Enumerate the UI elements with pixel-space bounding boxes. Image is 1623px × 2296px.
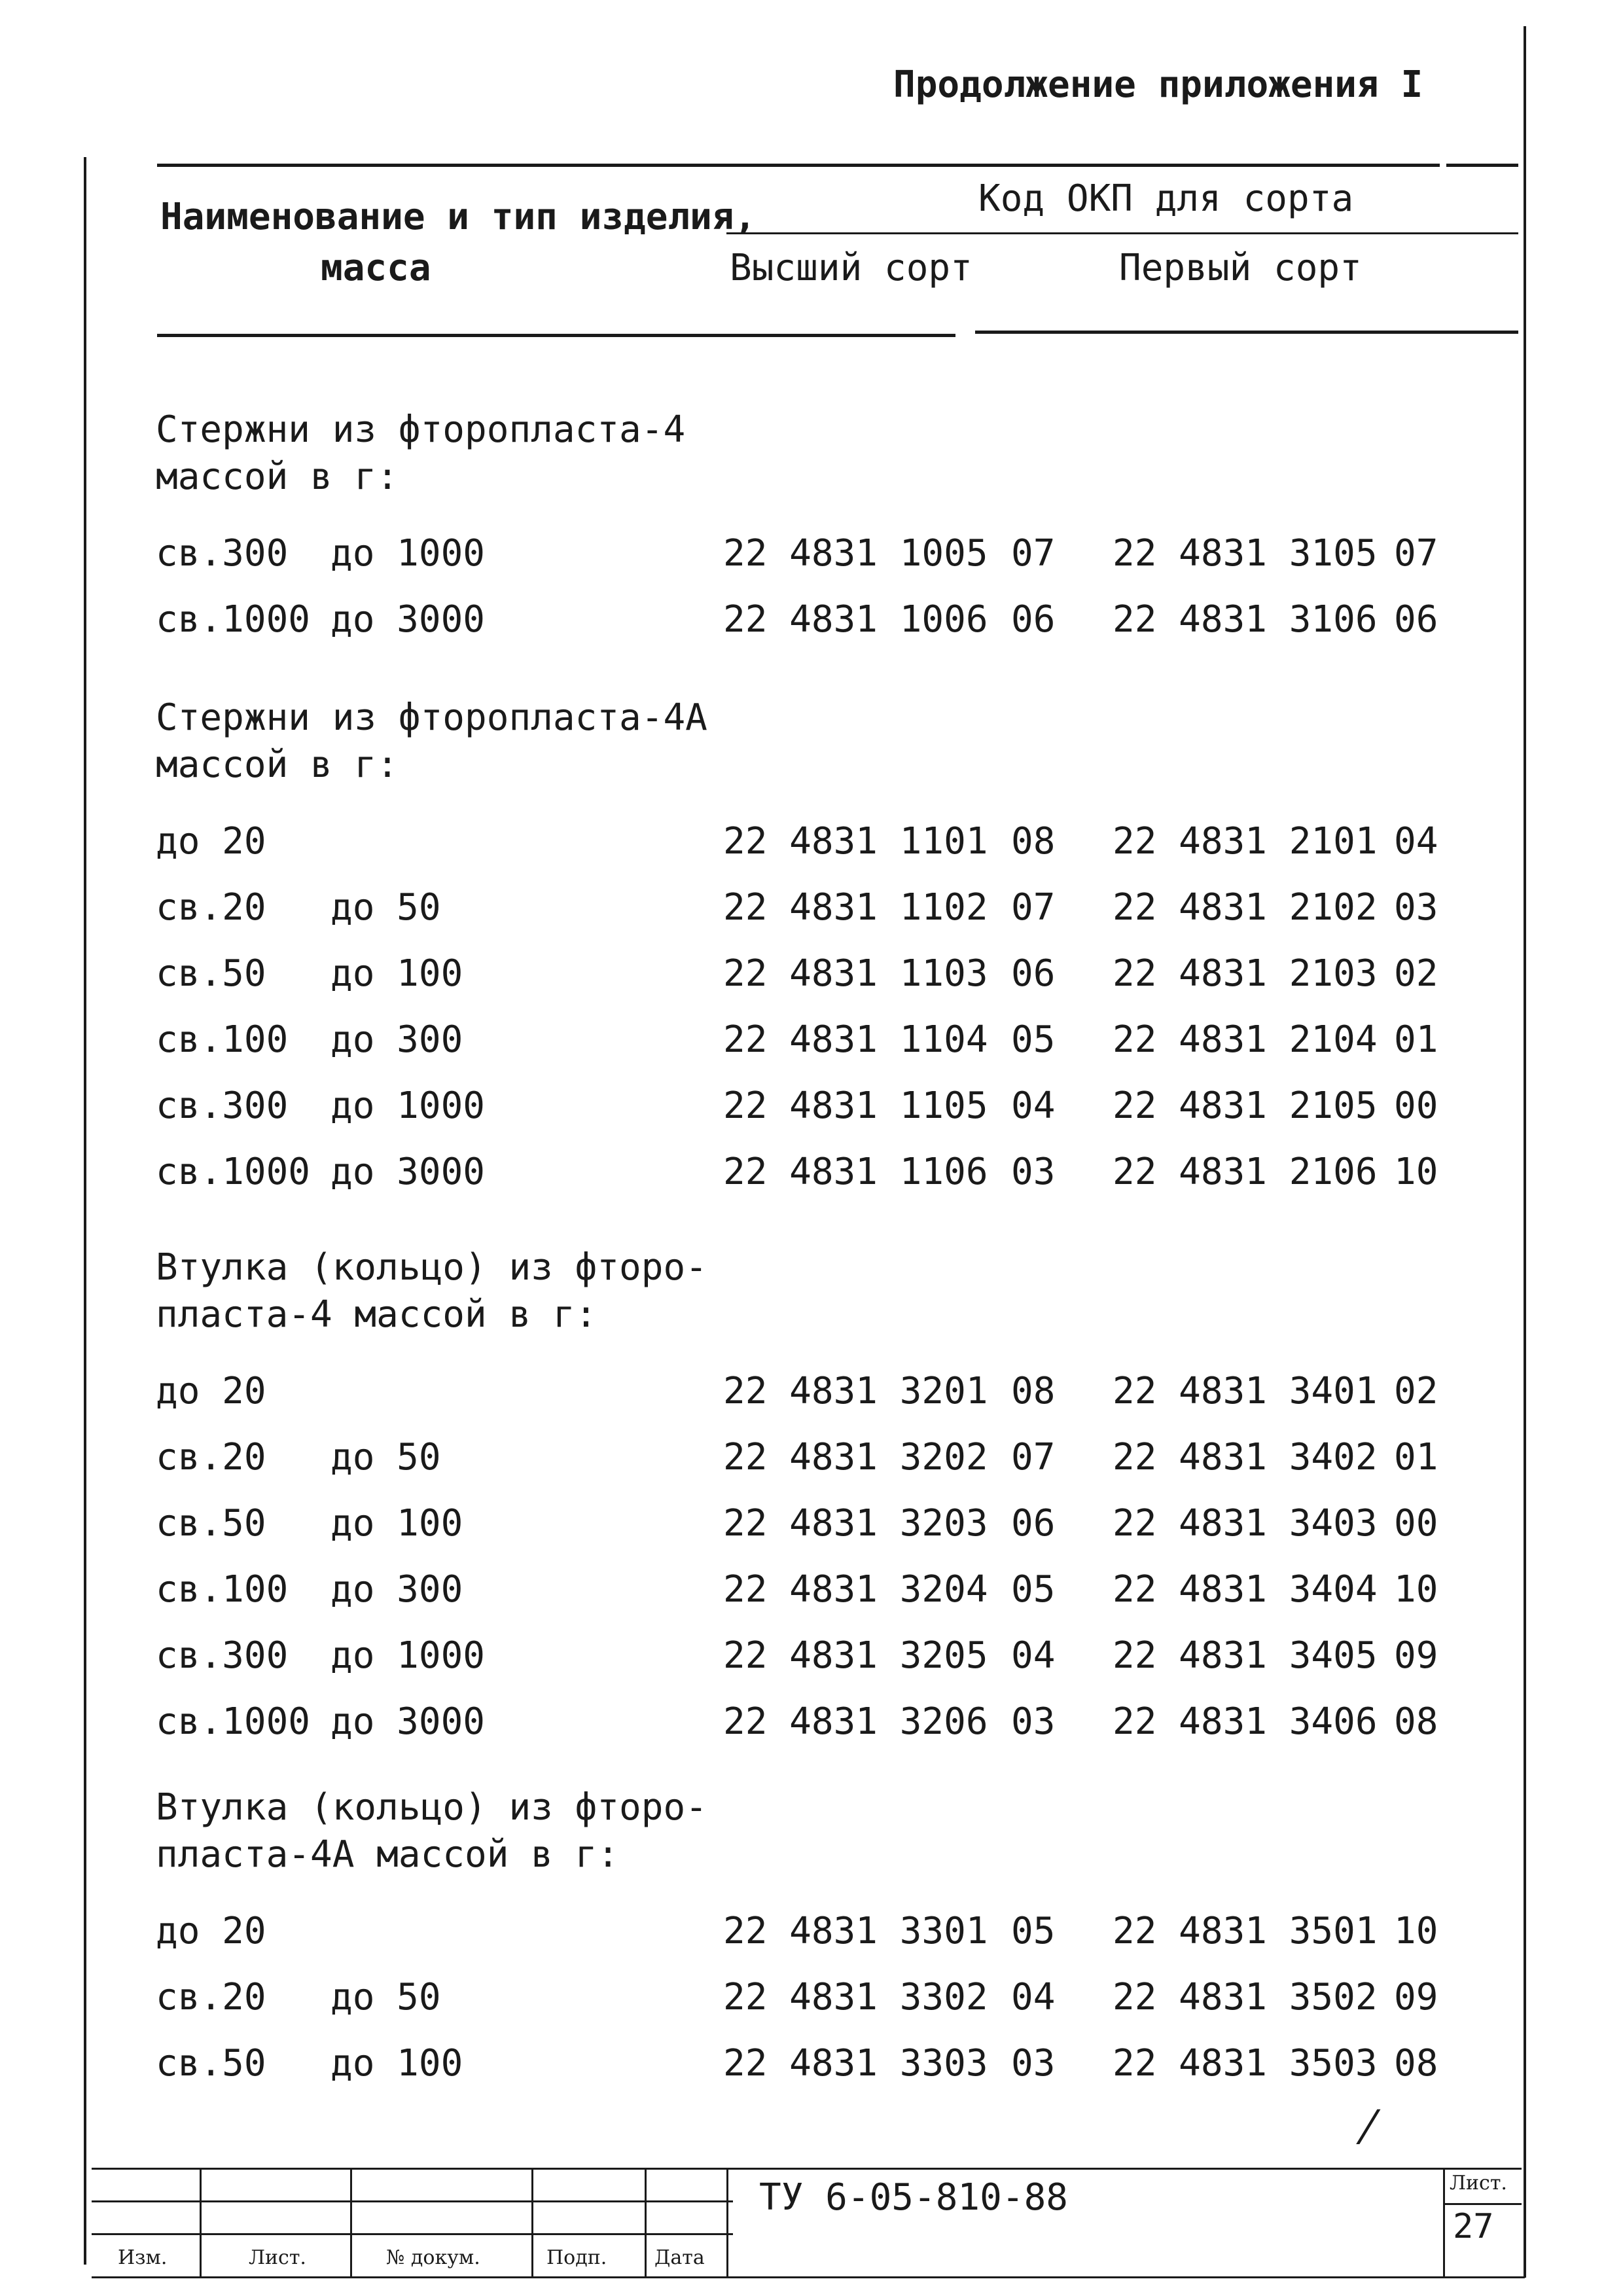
group-title-line: Стержни из фторопласта-4А <box>156 696 707 739</box>
first-grade-check: 08 <box>1394 1700 1438 1743</box>
group-title-line: массой в г: <box>156 456 399 498</box>
first-grade-check: 09 <box>1394 1976 1438 2018</box>
mass-from: св.20 <box>156 1976 266 2018</box>
mass-from: до 20 <box>156 1910 266 1952</box>
first-grade-check: 10 <box>1394 1151 1438 1193</box>
mass-to: до 50 <box>330 1976 441 2018</box>
high-grade-code: 22 4831 1104 <box>723 1018 988 1061</box>
mass-from: св.1000 <box>156 1700 311 1743</box>
first-grade-check: 04 <box>1394 820 1438 863</box>
mass-to: до 1000 <box>330 532 486 575</box>
document-code: ТУ 6-05-810-88 <box>759 2176 1069 2219</box>
mass-to: до 3000 <box>330 598 486 641</box>
mass-to: до 1000 <box>330 1085 486 1127</box>
high-grade-check: 07 <box>1011 1436 1056 1479</box>
stamp-data-label: Дата <box>654 2246 705 2269</box>
mass-from: св.300 <box>156 1634 289 1677</box>
mass-to: до 300 <box>330 1018 463 1061</box>
high-grade-code: 22 4831 3205 <box>723 1634 988 1677</box>
high-grade-check: 04 <box>1011 1976 1056 2018</box>
mass-to: до 3000 <box>330 1151 486 1193</box>
first-grade-code: 22 4831 2101 <box>1113 820 1378 863</box>
stamp-col-2 <box>350 2168 352 2276</box>
stamp-col-5 <box>726 2168 728 2276</box>
group-title-line: массой в г: <box>156 744 399 786</box>
stamp-col-4 <box>645 2168 647 2276</box>
stamp-bottom-rule <box>92 2276 1525 2278</box>
high-grade-code: 22 4831 3203 <box>723 1502 988 1545</box>
group-title-line: Втулка (кольцо) из фторо- <box>156 1786 707 1829</box>
mass-from: св.50 <box>156 2042 266 2085</box>
high-grade-check: 04 <box>1011 1085 1056 1127</box>
mass-from: св.50 <box>156 952 266 995</box>
first-grade-check: 09 <box>1394 1634 1438 1677</box>
mass-from: до 20 <box>156 820 266 863</box>
mass-from: св.100 <box>156 1018 289 1061</box>
first-grade-check: 02 <box>1394 1370 1438 1412</box>
high-grade-code: 22 4831 1105 <box>723 1085 988 1127</box>
mass-from: св.50 <box>156 1502 266 1545</box>
stamp-izm-label: Изм. <box>118 2246 168 2269</box>
mass-to: до 50 <box>330 886 441 929</box>
mass-from: св.300 <box>156 532 289 575</box>
stamp-docnum-label: № докум. <box>386 2246 480 2269</box>
high-grade-check: 08 <box>1011 1370 1056 1412</box>
col-name-header: Наименование и тип изделия, <box>160 196 757 238</box>
col-mass-header: масса <box>321 247 431 289</box>
stamp-col-1 <box>200 2168 202 2276</box>
high-grade-check: 03 <box>1011 2042 1056 2085</box>
high-grade-code: 22 4831 1006 <box>723 598 988 641</box>
high-grade-code: 22 4831 1103 <box>723 952 988 995</box>
handwritten-mark: ⁄ <box>1364 2101 1372 2155</box>
first-grade-check: 01 <box>1394 1018 1438 1061</box>
high-grade-code: 22 4831 3204 <box>723 1568 988 1611</box>
group-title-line: Стержни из фторопласта-4 <box>156 408 686 451</box>
col-code-header: Код ОКП для сорта <box>978 177 1354 220</box>
high-grade-check: 08 <box>1011 820 1056 863</box>
high-grade-check: 07 <box>1011 532 1056 575</box>
first-grade-check: 06 <box>1394 598 1438 641</box>
code-header-rule <box>726 232 1518 234</box>
stamp-podp-label: Подп. <box>546 2246 607 2269</box>
high-grade-check: 06 <box>1011 598 1056 641</box>
high-grade-code: 22 4831 3206 <box>723 1700 988 1743</box>
high-grade-check: 03 <box>1011 1151 1056 1193</box>
first-grade-code: 22 4831 2105 <box>1113 1085 1378 1127</box>
stamp-col-3 <box>531 2168 533 2276</box>
mass-from: св.300 <box>156 1085 289 1127</box>
mass-from: до 20 <box>156 1370 266 1412</box>
first-grade-check: 02 <box>1394 952 1438 995</box>
first-grade-check: 01 <box>1394 1436 1438 1479</box>
first-grade-check: 10 <box>1394 1568 1438 1611</box>
high-grade-check: 06 <box>1011 952 1056 995</box>
mass-to: до 300 <box>330 1568 463 1611</box>
stamp-row-rule <box>92 2233 733 2235</box>
mass-from: св.20 <box>156 1436 266 1479</box>
stamp-top-rule <box>92 2168 1522 2170</box>
group-title-line: Втулка (кольцо) из фторо- <box>156 1246 707 1289</box>
stamp-mid-rule <box>92 2200 733 2202</box>
first-grade-code: 22 4831 2104 <box>1113 1018 1378 1061</box>
stamp-sheet-box-mid <box>1443 2203 1522 2205</box>
first-grade-code: 22 4831 3502 <box>1113 1976 1378 2018</box>
high-grade-code: 22 4831 1101 <box>723 820 988 863</box>
first-grade-code: 22 4831 3501 <box>1113 1910 1378 1952</box>
high-grade-check: 05 <box>1011 1568 1056 1611</box>
mass-to: до 100 <box>330 2042 463 2085</box>
first-grade-code: 22 4831 3503 <box>1113 2042 1378 2085</box>
first-grade-code: 22 4831 3401 <box>1113 1370 1378 1412</box>
high-grade-code: 22 4831 1106 <box>723 1151 988 1193</box>
first-grade-check: 03 <box>1394 886 1438 929</box>
first-grade-check: 10 <box>1394 1910 1438 1952</box>
first-grade-check: 07 <box>1394 532 1438 575</box>
continuation-title: Продолжение приложения I <box>893 63 1423 106</box>
first-grade-code: 22 4831 3105 <box>1113 532 1378 575</box>
sheet-number: 27 <box>1453 2207 1494 2246</box>
high-grade-code: 22 4831 3201 <box>723 1370 988 1412</box>
first-grade-check: 00 <box>1394 1085 1438 1127</box>
first-grade-code: 22 4831 3404 <box>1113 1568 1378 1611</box>
first-grade-code: 22 4831 3402 <box>1113 1436 1378 1479</box>
high-grade-code: 22 4831 1102 <box>723 886 988 929</box>
first-grade-code: 22 4831 2102 <box>1113 886 1378 929</box>
group-title-line: пласта-4 массой в г: <box>156 1293 597 1336</box>
header-bottom-rule-right <box>975 331 1518 334</box>
mass-to: до 3000 <box>330 1700 486 1743</box>
high-grade-code: 22 4831 1005 <box>723 532 988 575</box>
first-grade-code: 22 4831 3406 <box>1113 1700 1378 1743</box>
high-grade-code: 22 4831 3301 <box>723 1910 988 1952</box>
stamp-sheet-box-left <box>1443 2168 1445 2276</box>
mass-from: св.1000 <box>156 1151 311 1193</box>
high-grade-check: 05 <box>1011 1018 1056 1061</box>
sheet-label: Лист. <box>1450 2172 1507 2195</box>
mass-to: до 50 <box>330 1436 441 1479</box>
stamp-list-label: Лист. <box>249 2246 306 2269</box>
first-grade-code: 22 4831 2103 <box>1113 952 1378 995</box>
mass-from: св.100 <box>156 1568 289 1611</box>
high-grade-check: 06 <box>1011 1502 1056 1545</box>
mass-to: до 100 <box>330 952 463 995</box>
mass-to: до 100 <box>330 1502 463 1545</box>
high-grade-code: 22 4831 3303 <box>723 2042 988 2085</box>
high-grade-check: 04 <box>1011 1634 1056 1677</box>
col-sort-first-header: Первый сорт <box>1119 247 1362 289</box>
table-top-rule <box>157 164 1440 167</box>
high-grade-code: 22 4831 3302 <box>723 1976 988 2018</box>
header-bottom-rule-left <box>157 334 955 337</box>
first-grade-code: 22 4831 3403 <box>1113 1502 1378 1545</box>
first-grade-code: 22 4831 2106 <box>1113 1151 1378 1193</box>
high-grade-check: 03 <box>1011 1700 1056 1743</box>
high-grade-check: 05 <box>1011 1910 1056 1952</box>
mass-to: до 1000 <box>330 1634 486 1677</box>
left-frame-line <box>84 157 86 2265</box>
group-title-line: пласта-4А массой в г: <box>156 1833 620 1876</box>
first-grade-check: 08 <box>1394 2042 1438 2085</box>
right-frame-line <box>1524 26 1526 2278</box>
mass-from: св.1000 <box>156 598 311 641</box>
high-grade-code: 22 4831 3202 <box>723 1436 988 1479</box>
mass-from: св.20 <box>156 886 266 929</box>
first-grade-check: 00 <box>1394 1502 1438 1545</box>
first-grade-code: 22 4831 3106 <box>1113 598 1378 641</box>
table-top-rule-right <box>1446 164 1518 167</box>
first-grade-code: 22 4831 3405 <box>1113 1634 1378 1677</box>
high-grade-check: 07 <box>1011 886 1056 929</box>
col-sort-high-header: Высший сорт <box>730 247 972 289</box>
